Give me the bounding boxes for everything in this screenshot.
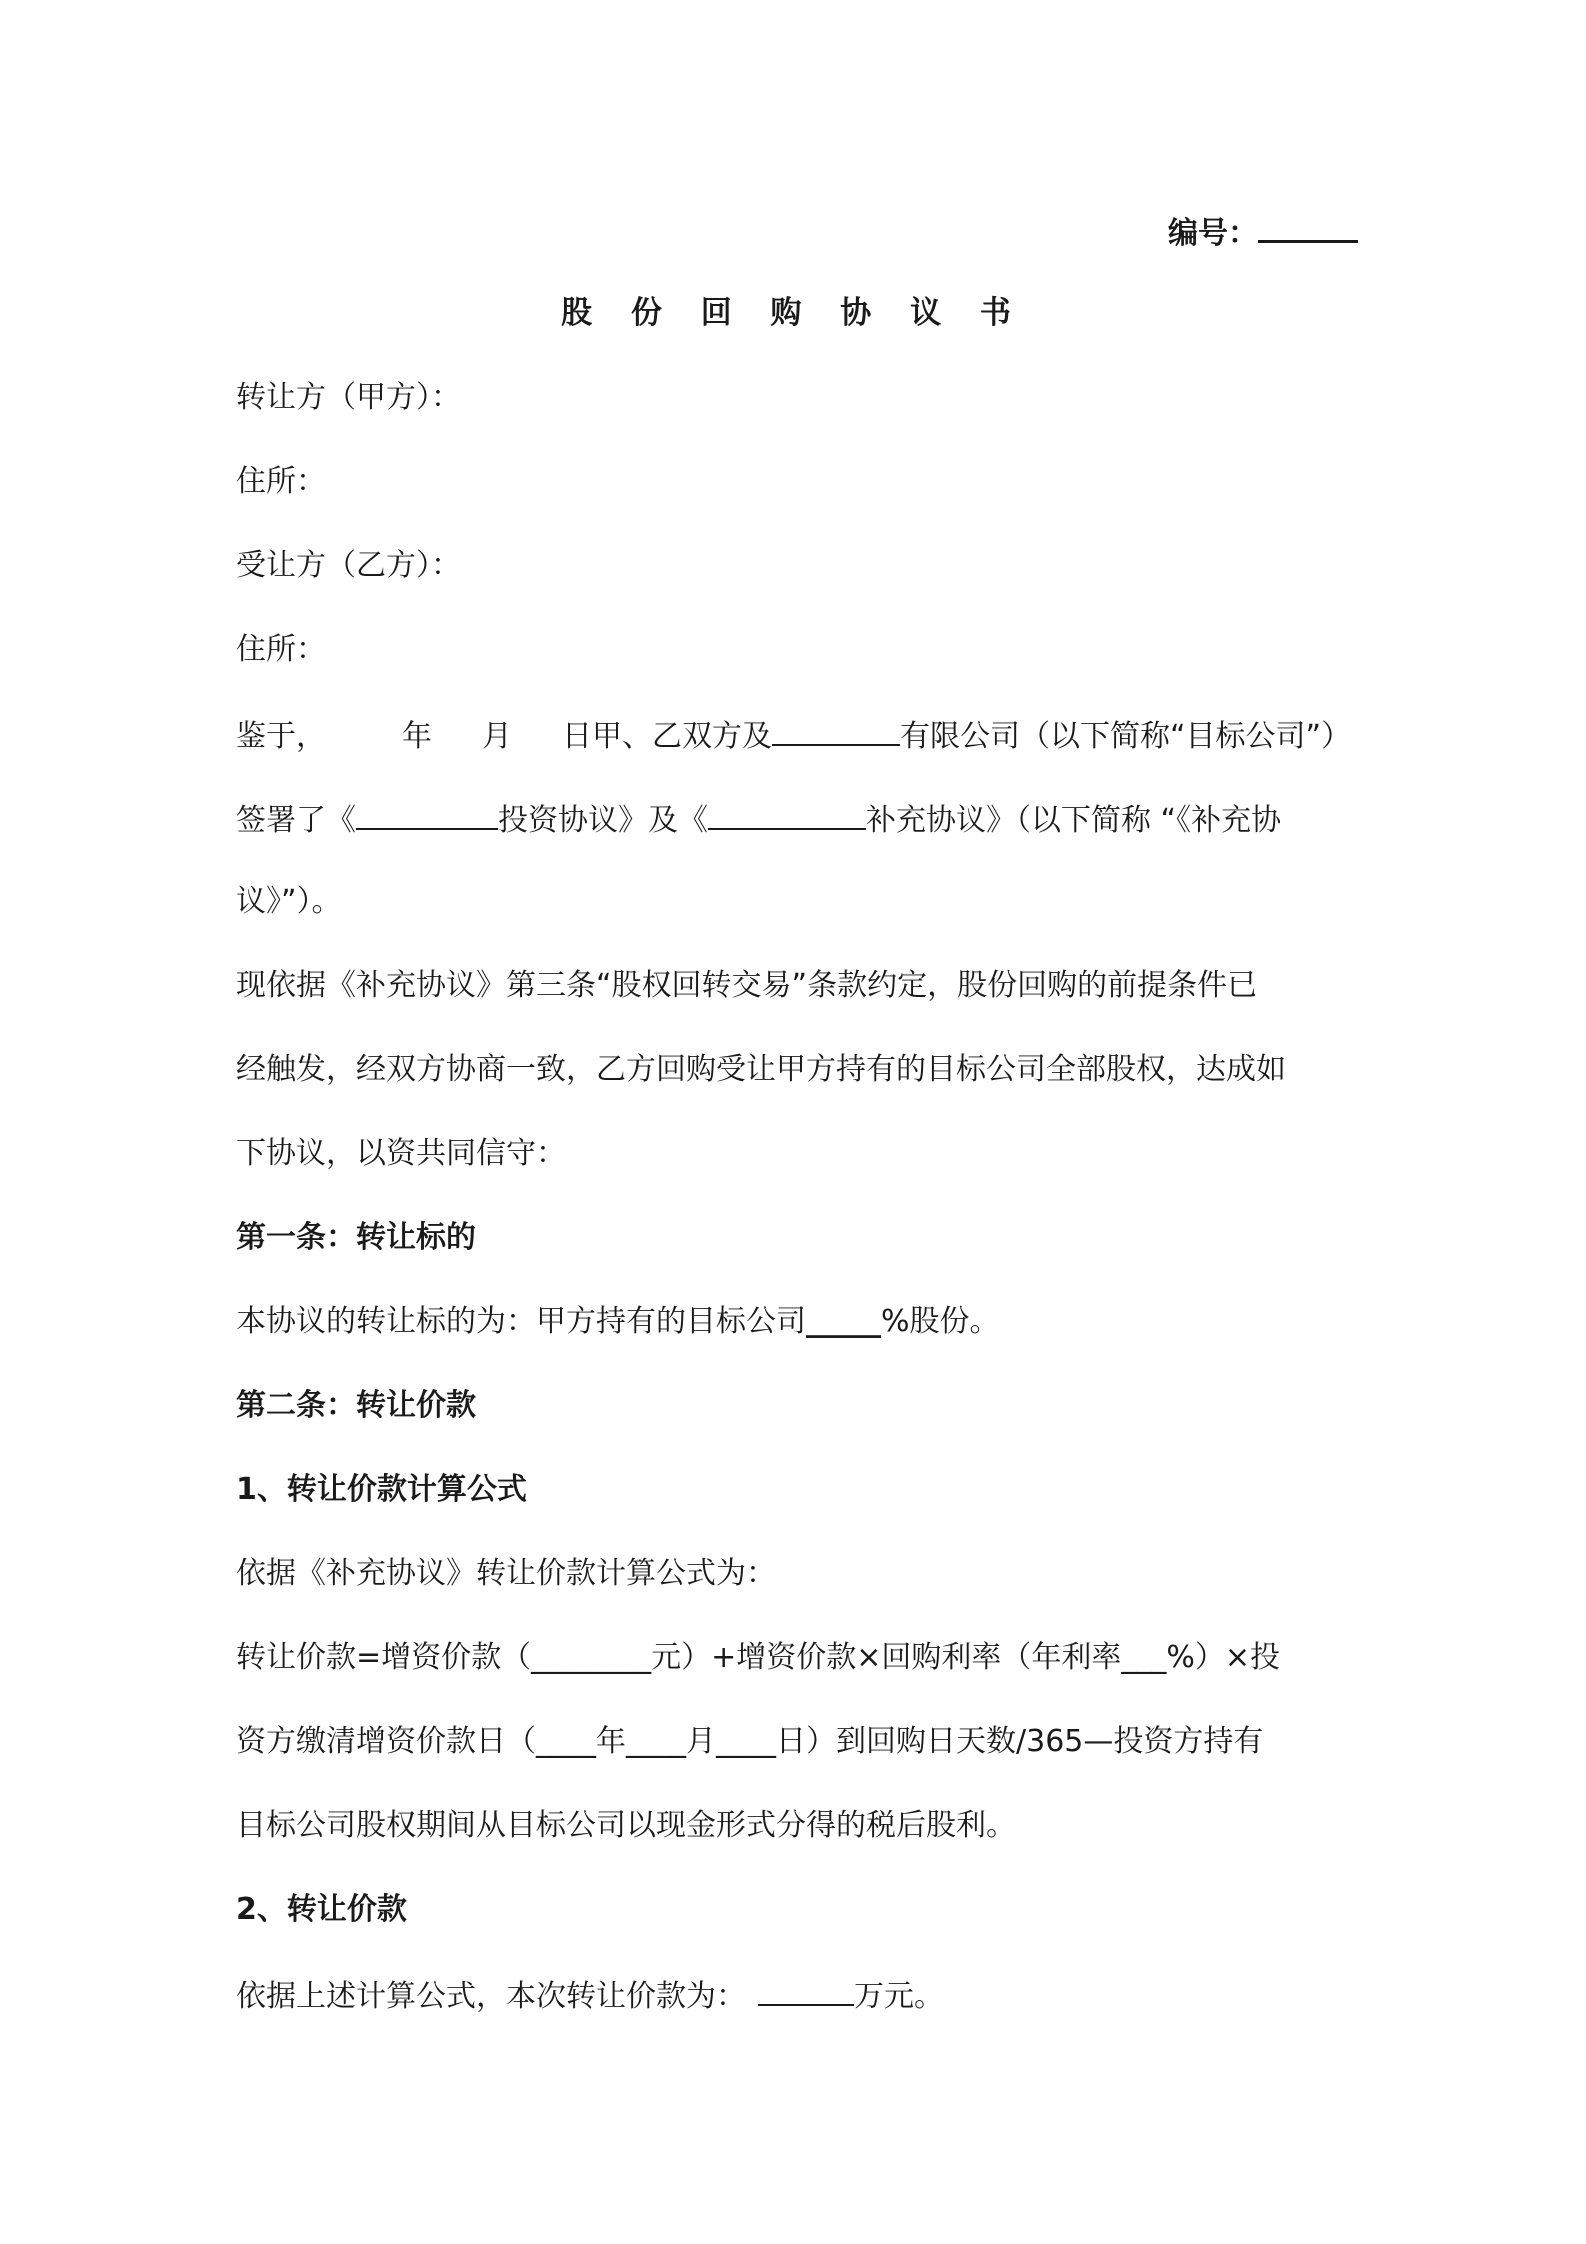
recital-month: 月 xyxy=(482,719,512,754)
recital-line-2 xyxy=(236,798,1356,841)
recital-text: 日甲、乙双方及 xyxy=(562,719,772,754)
basis-line-2: 经触发，经双方协商一致，乙方回购受让甲方持有的目标公司全部股权，达成如 xyxy=(236,1052,1286,1087)
document-number xyxy=(1168,210,1358,254)
investment-agreement-blank xyxy=(356,798,498,830)
recital-text: 有限公司（以下简称“目标公司”） xyxy=(900,719,1352,754)
recital-text: 投资协议》及《 xyxy=(498,803,708,838)
recital-year: 年 xyxy=(402,719,432,754)
article2-sub1-intro: 依据《补充协议》转让价款计算公式为： xyxy=(236,1556,776,1591)
article2-sub1-heading: 1、转让价款计算公式 xyxy=(236,1472,527,1507)
transferor-line: 转让方（甲方）： xyxy=(236,380,461,415)
document-title: 股 份 回 购 协 议 书 xyxy=(561,295,1025,331)
supplement-agreement-blank xyxy=(708,798,866,830)
article1-text: 本协议的转让标的为：甲方持有的目标公司 xyxy=(236,1304,806,1339)
formula-line-3: 目标公司股权期间从目标公司以现金形式分得的税后股利。 xyxy=(236,1808,1016,1843)
share-percent-blank: _____ xyxy=(806,1304,881,1339)
transferee-line: 受让方（乙方）： xyxy=(236,548,461,583)
recital-text: 鉴于， xyxy=(236,719,326,754)
formula-line-2: 资方缴清增资价款日（____年____月____日）到回购日天数/365—投资方持有 xyxy=(236,1724,1264,1759)
number-blank xyxy=(1258,210,1358,243)
transfer-price-blank xyxy=(758,1974,854,2006)
basis-line-3: 下协议，以资共同信守： xyxy=(236,1136,566,1171)
transfer-price-line xyxy=(236,1974,1356,2017)
article1-body xyxy=(236,1302,1356,1342)
basis-line-1: 现依据《补充协议》第三条“股权回转交易”条款约定，股份回购的前提条件已 xyxy=(236,968,1258,1003)
recital-text: 签署了《 xyxy=(236,803,356,838)
recital-text: 补充协议》（以下简称 “《补充协 xyxy=(866,803,1282,838)
company-name-blank xyxy=(772,714,900,746)
formula-line-1: 转让价款=增资价款（________元）+增资价款×回购利率（年利率___%）×投 xyxy=(236,1640,1281,1675)
transfer-price-unit: 万元。 xyxy=(854,1979,944,2014)
article1-heading: 第一条：转让标的 xyxy=(236,1220,476,1255)
transfer-price-text: 依据上述计算公式，本次转让价款为： xyxy=(236,1979,746,2014)
article2-heading: 第二条：转让价款 xyxy=(236,1388,476,1423)
article1-text: %股份。 xyxy=(881,1304,1000,1339)
recital-line-3: 议》”）。 xyxy=(236,884,342,919)
article2-sub2-heading: 2、转让价款 xyxy=(236,1892,407,1927)
transferee-address-line: 住所： xyxy=(236,632,326,667)
recital-line-1 xyxy=(236,714,1356,757)
number-label: 编号： xyxy=(1168,216,1258,251)
transferor-address-line: 住所： xyxy=(236,464,326,499)
